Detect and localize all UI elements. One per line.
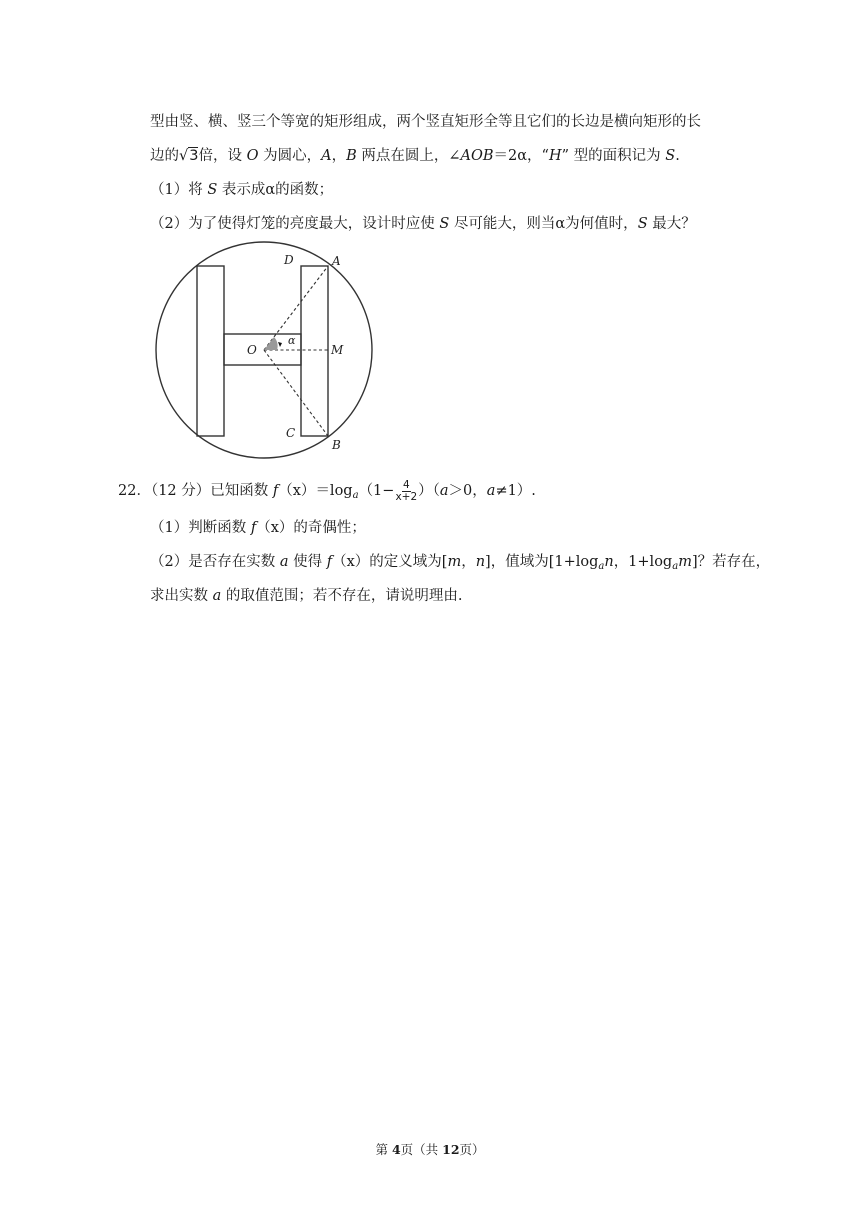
total-pages: 12 [442, 1142, 460, 1157]
label-M: M [331, 343, 344, 357]
right-vertical-rectangle [301, 266, 328, 436]
radius-to-B [264, 350, 328, 436]
question-1: （1）判断函数 f（x）的奇偶性； [150, 520, 366, 536]
fraction: $\frac{4}{x+2}$ [395, 478, 418, 503]
angle-alpha-marker [264, 337, 278, 350]
arrow-icon [278, 342, 282, 347]
label-C: C [286, 426, 296, 440]
problem-22-statement: 22．（12 分）已知函数 $f(x)=\log_a(1-$ $\frac{4}{x+2}$ ）（a＞0，a≠1）. [118, 478, 536, 503]
h-lantern-figure [148, 240, 388, 462]
label-A: A [332, 254, 341, 268]
sqrt-expression: √3 [179, 148, 199, 164]
question-2: （2）是否存在实数 a 使得 f（x）的定义域为[m，n]，值域为[$1+\log_an$，$1+\log_am$]？若存在， [150, 554, 771, 572]
problem-text-line: 型由竖、横、竖三个等宽的矩形组成，两个竖直矩形全等且它们的长边是横向矩形的长 [150, 114, 701, 130]
radius-to-A [264, 266, 328, 350]
question-1: （1）将 S 表示成α的函数； [150, 182, 334, 198]
page-number: 4 [391, 1142, 401, 1157]
problem-text-line: 边的√3倍，设 O 为圆心，A，B 两点在圆上，∠AOB＝2α，“H” 型的面积记为 S. [150, 148, 680, 164]
label-alpha: α [288, 334, 296, 347]
question-2: （2）为了使得灯笼的亮度最大，设计时应使 S 尽可能大，则当α为何值时，S 最大？ [150, 216, 696, 232]
question-2-continued: 求出实数 a 的取值范围；若不存在，请说明理由. [150, 588, 463, 604]
label-O: O [247, 343, 257, 357]
label-B: B [332, 438, 341, 452]
page-footer: 第 4页（共 12页） [375, 1142, 485, 1157]
label-D: D [284, 253, 294, 267]
left-vertical-rectangle [197, 266, 224, 436]
